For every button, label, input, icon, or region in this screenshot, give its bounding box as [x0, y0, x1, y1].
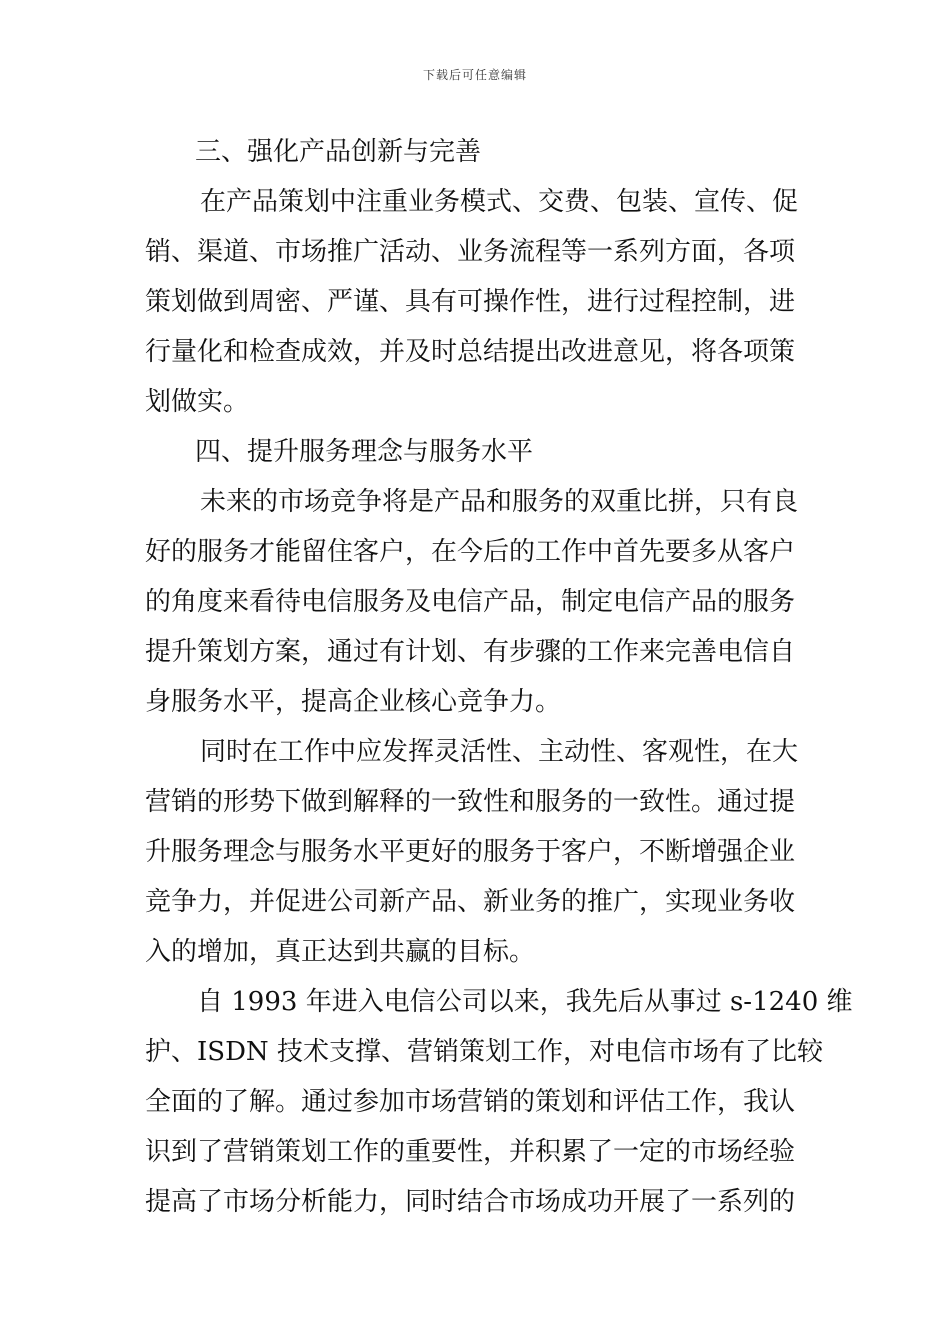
- paragraph-line: 在产品策划中注重业务模式、交费、包装、宣传、促: [200, 187, 799, 217]
- paragraph-line: 竞争力，并促进公司新产品、新业务的推广，实现业务收: [145, 887, 796, 917]
- paragraph-line: 提高了市场分析能力，同时结合市场成功开展了一系列的: [145, 1187, 796, 1217]
- paragraph-line: 行量化和检查成效，并及时总结提出改进意见，将各项策: [145, 337, 796, 367]
- paragraph-line: 自 1993 年进入电信公司以来，我先后从事过 s-1240 维: [197, 987, 853, 1017]
- paragraph-line: 的角度来看待电信服务及电信产品，制定电信产品的服务: [145, 587, 796, 617]
- paragraph-line: 好的服务才能留住客户，在今后的工作中首先要多从客户: [145, 537, 796, 567]
- paragraph-line: 升服务理念与服务水平更好的服务于客户，不断增强企业: [145, 837, 796, 867]
- page-header-note: 下载后可任意编辑: [422, 68, 527, 82]
- paragraph-line: 策划做到周密、严谨、具有可操作性，进行过程控制，进: [145, 287, 796, 317]
- paragraph-line: 识到了营销策划工作的重要性，并积累了一定的市场经验: [145, 1137, 796, 1167]
- document-body: [145, 127, 853, 1227]
- paragraph-line: 划做实。: [145, 387, 250, 417]
- paragraph-line: 同时在工作中应发挥灵活性、主动性、客观性，在大: [200, 737, 799, 767]
- section-heading-3: 三、强化产品创新与完善: [195, 137, 482, 167]
- paragraph-line: 全面的了解。通过参加市场营销的策划和评估工作，我认: [145, 1087, 796, 1117]
- section-heading-4: 四、提升服务理念与服务水平: [195, 437, 534, 467]
- paragraph-line: 身服务水平，提高企业核心竞争力。: [145, 687, 562, 717]
- paragraph-line: 营销的形势下做到解释的一致性和服务的一致性。通过提: [145, 787, 796, 817]
- paragraph-line: 提升策划方案，通过有计划、有步骤的工作来完善电信自: [145, 637, 796, 667]
- paragraph-line: 未来的市场竞争将是产品和服务的双重比拼，只有良: [200, 487, 799, 517]
- paragraph-line: 入的增加，真正达到共赢的目标。: [145, 937, 536, 967]
- paragraph-line: 销、渠道、市场推广活动、业务流程等一系列方面，各项: [145, 237, 796, 267]
- paragraph-line: 护、ISDN 技术支撑、营销策划工作，对电信市场有了比较: [145, 1037, 823, 1067]
